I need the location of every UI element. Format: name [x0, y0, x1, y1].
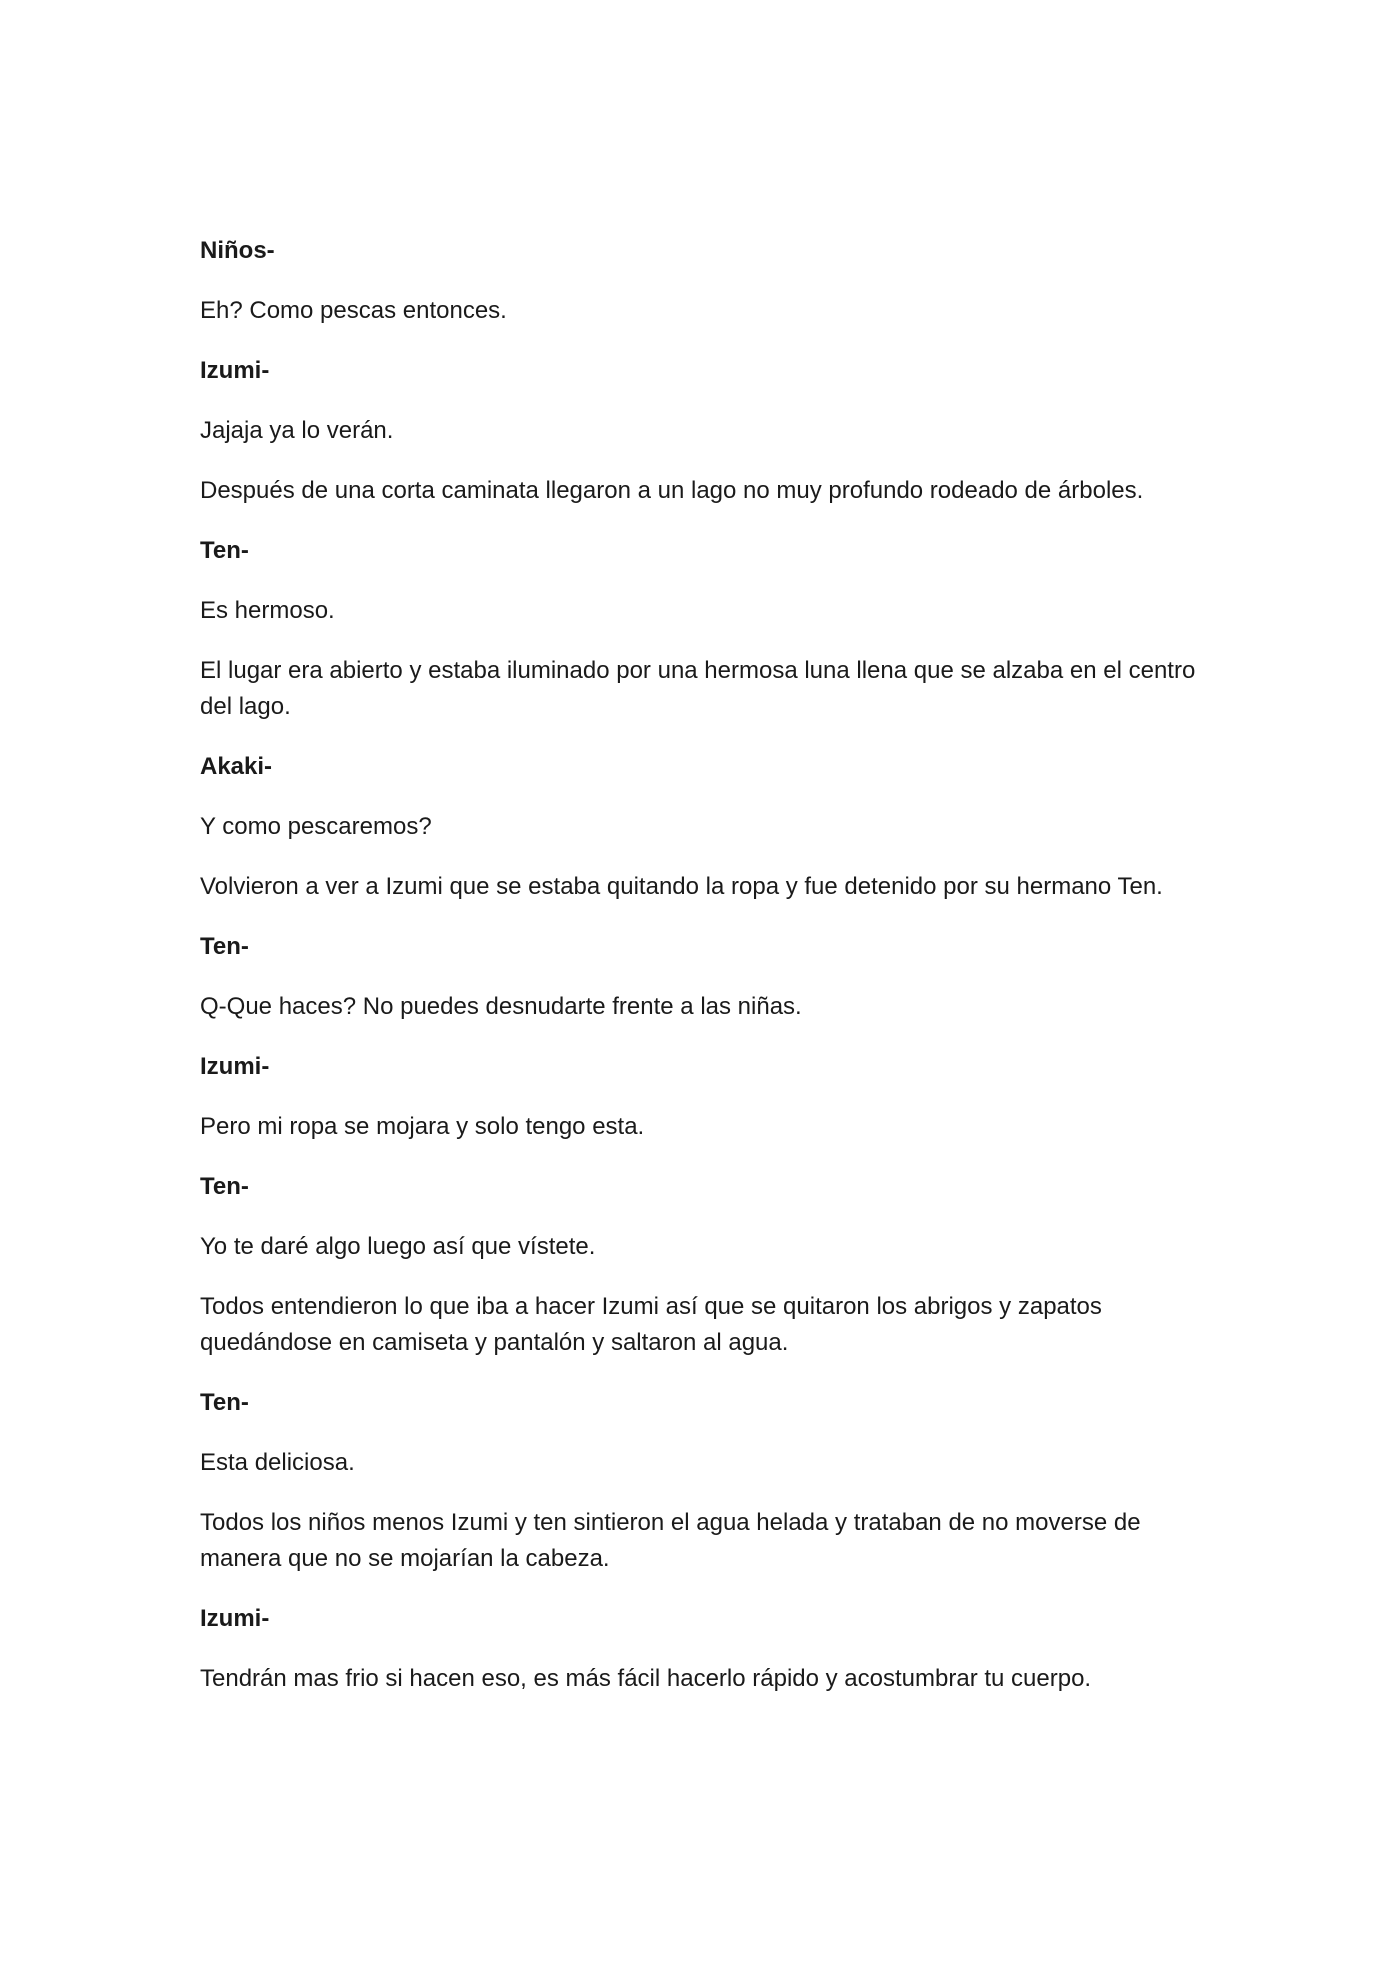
speaker-name: Izumi-	[200, 357, 270, 384]
speaker-name: Ten-	[200, 933, 249, 960]
narration-paragraph: El lugar era abierto y estaba iluminado por una hermosa luna llena que se alzaba en el centro del lago.	[200, 657, 1196, 720]
speaker-name: Izumi-	[200, 1053, 270, 1080]
dialogue-line: Eh? Como pescas entonces.	[200, 297, 507, 324]
narration-paragraph: Volvieron a ver a Izumi que se estaba quitando la ropa y fue detenido por su hermano Ten.	[200, 873, 1163, 900]
speaker-name: Niños-	[200, 237, 275, 264]
dialogue-line: Jajaja ya lo verán.	[200, 417, 394, 444]
narration-paragraph: Todos los niños menos Izumi y ten sintieron el agua helada y trataban de no moverse de manera que no se mojarían la cabeza.	[200, 1509, 1141, 1572]
dialogue-line: Y como pescaremos?	[200, 813, 432, 840]
speaker-name: Ten-	[200, 1173, 249, 1200]
speaker-name: Ten-	[200, 1389, 249, 1416]
narration-paragraph: Todos entendieron lo que iba a hacer Izumi así que se quitaron los abrigos y zapatos quedándose en camiseta y pantalón y saltaron al agua.	[200, 1293, 1102, 1356]
speaker-name: Akaki-	[200, 753, 273, 780]
speaker-name: Ten-	[200, 537, 249, 564]
speaker-name: Izumi-	[200, 1605, 270, 1632]
dialogue-line: Esta deliciosa.	[200, 1449, 355, 1476]
dialogue-line: Q-Que haces? No puedes desnudarte frente a las niñas.	[200, 993, 802, 1020]
dialogue-line: Es hermoso.	[200, 597, 335, 624]
narration-paragraph: Después de una corta caminata llegaron a un lago no muy profundo rodeado de árboles.	[200, 477, 1144, 504]
document-body	[200, 233, 1200, 1721]
dialogue-line: Pero mi ropa se mojara y solo tengo esta.	[200, 1113, 645, 1140]
dialogue-line: Yo te daré algo luego así que vístete.	[200, 1233, 596, 1260]
dialogue-line: Tendrán mas frio si hacen eso, es más fácil hacerlo rápido y acostumbrar tu cuerpo.	[200, 1665, 1092, 1692]
